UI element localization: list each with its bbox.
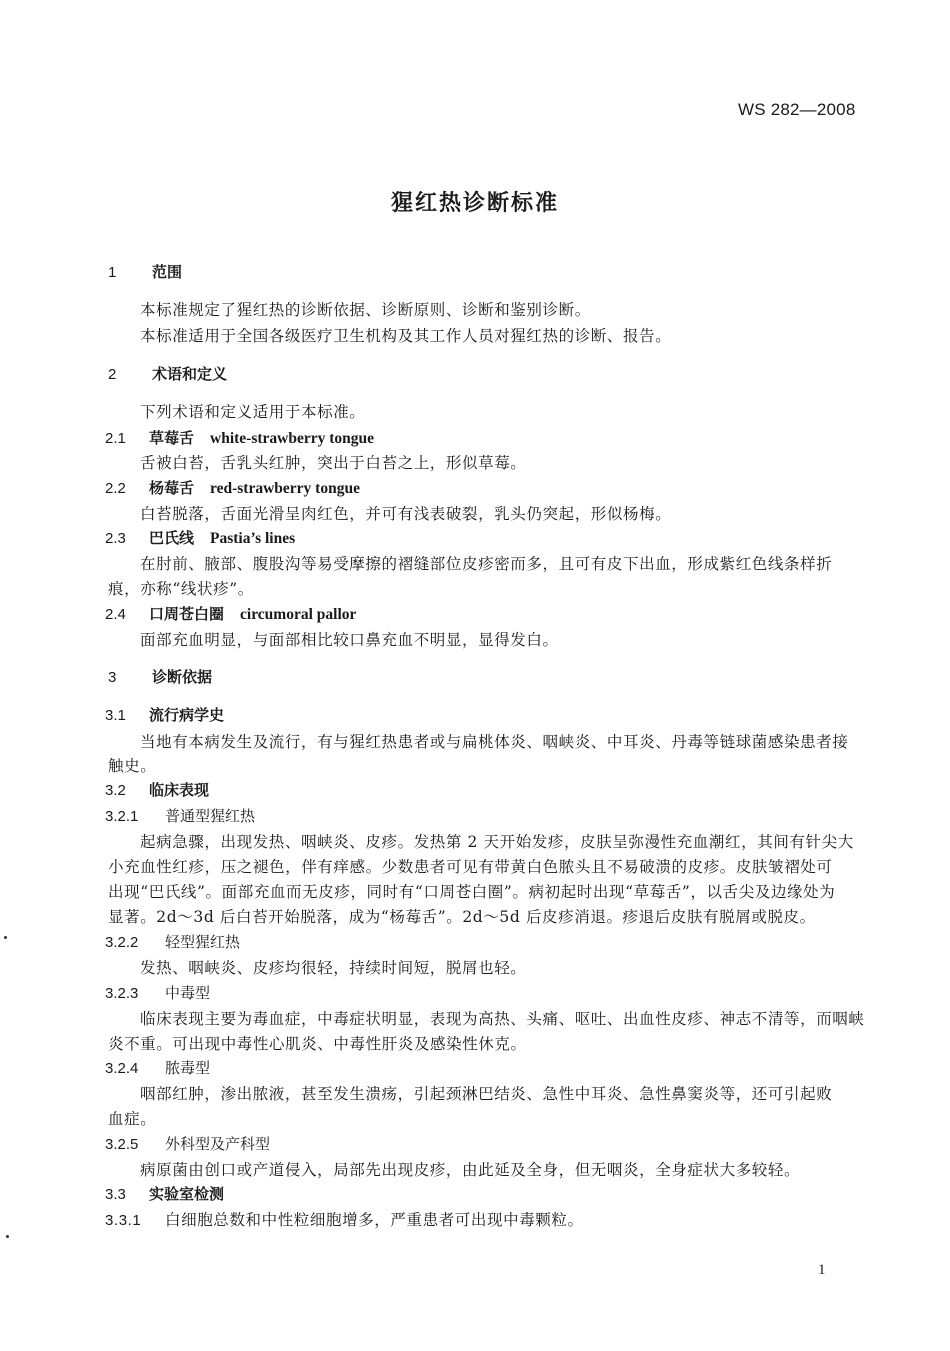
section-title: 术语和定义 [152,365,228,383]
paragraph: 本标准规定了猩红热的诊断依据、诊断原则、诊断和鉴别诊断。 [140,301,591,319]
section-3-2-3-heading [105,983,210,1004]
paragraph: 当地有本病发生及流行，有与猩红热患者或与扁桃体炎、咽峡炎、中耳炎、丹毒等链球菌感染患者接 [140,733,849,751]
term-definition: 在肘前、腋部、腹股沟等易受摩擦的褶缝部位皮疹密而多，且可有皮下出血，形成紫红色线条样折 [140,555,833,573]
section-number: 3.2.1 [105,808,139,825]
term-number: 2.1 [105,430,126,447]
section-number: 3.1 [105,707,126,724]
section-title: 普通型猩红热 [165,807,256,825]
scan-speck [4,936,7,939]
paragraph: 下列术语和定义适用于本标准。 [140,403,366,421]
section-3-2-5-heading [105,1134,270,1155]
term-2-1-heading [105,428,374,449]
paragraph: 本标准适用于全国各级医疗卫生机构及其工作人员对猩红热的诊断、报告。 [140,327,672,345]
term-number: 2.3 [105,530,126,547]
section-3-heading [108,667,212,688]
paragraph: 咽部红肿，渗出脓液，甚至发生溃疡，引起颈淋巴结炎、急性中耳炎、急性鼻窦炎等，还可引起败 [140,1085,833,1103]
section-title: 临床表现 [149,781,210,799]
term-zh: 巴氏线 [149,529,195,547]
term-2-4-heading [105,604,356,625]
term-2-3-heading [105,528,295,549]
page-number: 1 [818,1262,826,1278]
section-number: 3.3.1 [105,1212,142,1229]
section-title: 中毒型 [165,984,211,1002]
section-number: 3.3 [105,1186,126,1203]
section-title: 范围 [152,263,183,281]
section-3-2-heading [105,780,209,801]
section-title: 实验室检测 [149,1185,225,1203]
section-number: 3.2 [105,782,126,799]
term-definition: 面部充血明显，与面部相比较口鼻充血不明显，显得发白。 [140,631,559,649]
scan-speck [6,1235,9,1238]
term-en: circumoral pallor [240,606,357,623]
term-number: 2.2 [105,480,126,497]
term-definition: 舌被白苔，舌乳头红肿，突出于白苔之上，形似草莓。 [140,454,527,472]
section-3-2-1-heading [105,806,255,827]
section-title: 脓毒型 [165,1059,211,1077]
section-number: 3.2.5 [105,1136,139,1153]
paragraph: 病原菌由创口或产道侵入，局部先出现皮疹，由此延及全身，但无咽炎，全身症状大多较轻。 [140,1161,801,1179]
term-en: red-strawberry tongue [210,480,360,497]
term-zh: 口周苍白圈 [149,605,225,623]
paragraph: 触史。 [108,757,157,775]
paragraph: 发热、咽峡炎、皮疹均很轻，持续时间短，脱屑也轻。 [140,959,527,977]
section-number: 3.2.3 [105,985,139,1002]
section-number: 1 [108,264,117,281]
section-title: 外科型及产科型 [165,1135,271,1153]
term-definition: 白苔脱落，舌面光滑呈肉红色，并可有浅表破裂，乳头仍突起，形似杨梅。 [140,505,672,523]
standard-code: WS 282—2008 [738,100,856,119]
paragraph: 起病急骤，出现发热、咽峡炎、皮疹。发热第 2 天开始发疹，皮肤呈弥漫性充血潮红，其间有针尖大 [140,833,854,851]
page-title: 猩红热诊断标准 [390,191,559,216]
section-title: 诊断依据 [152,668,213,686]
term-number: 2.4 [105,606,126,623]
term-zh: 草莓舌 [149,429,195,447]
section-title: 流行病学史 [149,706,225,724]
paragraph: 血症。 [108,1110,157,1128]
section-3-2-4-heading [105,1058,210,1079]
section-number: 2 [108,366,117,383]
section-3-3-1 [105,1210,584,1231]
section-title: 轻型猩红热 [165,933,241,951]
section-number: 3 [108,669,117,686]
section-1-heading [108,262,182,283]
section-2-heading [108,364,227,385]
term-en: Pastia’s lines [210,530,296,547]
section-number: 3.2.4 [105,1060,139,1077]
paragraph: 临床表现主要为毒血症，中毒症状明显，表现为高热、头痛、呕吐、出血性皮疹、神志不清等，而咽峡 [140,1010,865,1028]
paragraph: 白细胞总数和中性粒细胞增多，严重患者可出现中毒颗粒。 [165,1211,584,1229]
term-2-2-heading [105,478,360,499]
section-3-1-heading [105,705,224,726]
section-3-2-2-heading [105,932,240,953]
term-definition: 痕，亦称“线状疹”。 [108,580,254,598]
term-zh: 杨莓舌 [149,479,195,497]
paragraph: 出现“巴氏线”。面部充血而无皮疹，同时有“口周苍白圈”。病初起时出现“草莓舌”，以舌尖及边缘处为 [108,883,836,901]
term-en: white-strawberry tongue [210,430,375,447]
paragraph: 小充血性红疹，压之褪色，伴有痒感。少数患者可见有带黄白色脓头且不易破溃的皮疹。皮肤皱褶处可 [108,858,833,876]
section-number: 3.2.2 [105,934,139,951]
section-3-3-heading [105,1184,224,1205]
paragraph: 炎不重。可出现中毒性心肌炎、中毒性肝炎及感染性休克。 [108,1035,527,1053]
paragraph: 显著。2d～3d 后白苔开始脱落，成为“杨莓舌”。2d～5d 后皮疹消退。疹退后皮肤有脱屑或脱皮。 [108,908,816,926]
